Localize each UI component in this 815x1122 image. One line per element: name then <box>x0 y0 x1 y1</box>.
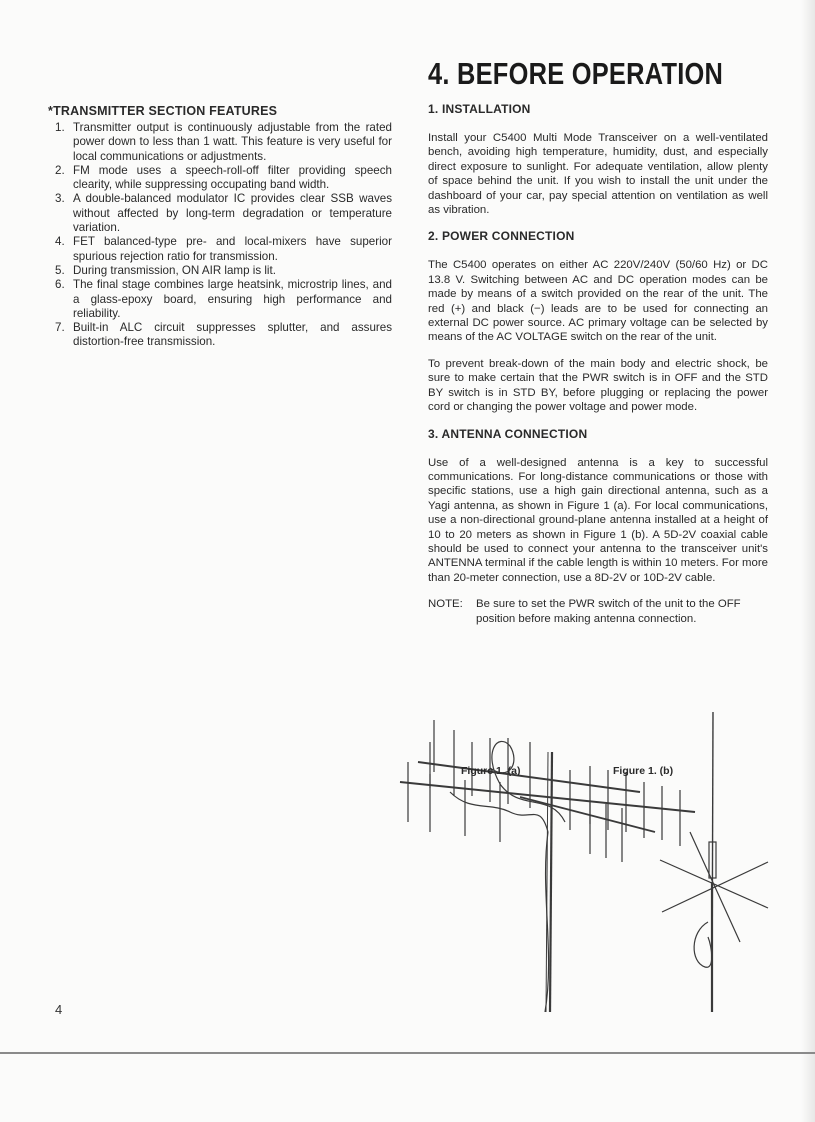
power-text-1: The C5400 operates on either AC 220V/240V (50/60 Hz) or DC 13.8 V. Switching between AC and DC operation modes can be made by means of a switch provided on the rear of the unit. The red (+) and black (−) leads are to be used for connecting an external DC power source. AC primary voltage can be selected by means of the AC VOLTAGE switch on the rear of the unit. <box>428 259 768 344</box>
note-label: NOTE: <box>428 598 463 611</box>
installation-heading: 1. INSTALLATION <box>428 102 531 116</box>
feature-item: 1. Transmitter output is continuously adjustable from the rated power down to less than 1 watt. This feature is very useful for local communications or adjustments. <box>55 121 392 163</box>
antenna-figures <box>390 712 790 1012</box>
page-number: 4 <box>55 1002 63 1017</box>
features-heading: *TRANSMITTER SECTION FEATURES <box>48 104 278 118</box>
feature-item: 4. FET balanced-type pre- and local-mixers have superior spurious rejection ratio for transmission. <box>55 235 392 263</box>
antenna-note <box>428 597 768 626</box>
figure-caption-b: Figure 1. (b) <box>613 765 674 777</box>
page-edge-shadow <box>801 0 815 1122</box>
ground-plane-antenna-drawing <box>660 712 768 1012</box>
bottom-divider <box>0 1052 815 1054</box>
feature-item: 2. FM mode uses a speech-roll-off filter providing speech clearity, while suppressing occupating band width. <box>55 163 392 192</box>
feature-item: 5. During transmission, ON AIR lamp is lit. <box>55 263 276 277</box>
installation-text: Install your C5400 Multi Mode Transceiver on a well-ventilated bench, avoiding high temperature, humidity, dust, and especially direct exposure to sunlight. For adequate ventilation, allow plenty of space behind the unit. If you wish to install the unit under the dashboard of your car, pay special attention on ventilation as well as vibration. <box>428 132 768 217</box>
yagi-antenna-drawing <box>400 720 695 1012</box>
power-text-2: To prevent break-down of the main body and electric shock, be sure to make certain that the PWR switch is in OFF and the STD BY switch is in STD BY, before plugging or replacing the power cord or changing the power voltage and power mode. <box>428 357 768 414</box>
antenna-heading: 3. ANTENNA CONNECTION <box>428 426 588 441</box>
note-text: Be sure to set the PWR switch of the unit to the OFF position before making antenna connection. <box>476 598 741 625</box>
antenna-connection-section <box>428 427 768 626</box>
before-operation-section <box>428 56 768 626</box>
figure-caption-a: Figure 1. (a) <box>461 765 521 777</box>
features-list <box>48 121 392 350</box>
antenna-text: Use of a well-designed antenna is a key to successful communications. For long-distance communications or those with specific stations, use a high gain directional antenna, such as a Yagi antenna, as shown in Figure 1 (a). For local communications, use a non-directional ground-plane antenna installed at a height of 10 to 20 meters as shown in Figure 1 (b). A 5D-2V coaxial cable should be used to connect your antenna to the transceiver unit's ANTENNA terminal if the cable length is within 10 meters. For more than 20-meter connection, use a 8D-2V or 10D-2V cable. <box>428 456 768 584</box>
transmitter-features-section <box>48 104 392 350</box>
power-heading: 2. POWER CONNECTION <box>428 229 575 244</box>
feature-item: 7. Built-in ALC circuit suppresses splutter, and assures distortion-free transmission. <box>55 321 392 349</box>
feature-item: 6. The final stage combines large heatsink, microstrip lines, and a glass-epoxy board, ensuring high performance and reliability. <box>55 278 392 320</box>
power-connection-section <box>428 229 768 414</box>
feature-item: 3. A double-balanced modulator IC provides clear SSB waves without affected by long-term degradation or temperature variation. <box>55 192 392 235</box>
chapter-title: 4. BEFORE OPERATION <box>428 56 724 91</box>
